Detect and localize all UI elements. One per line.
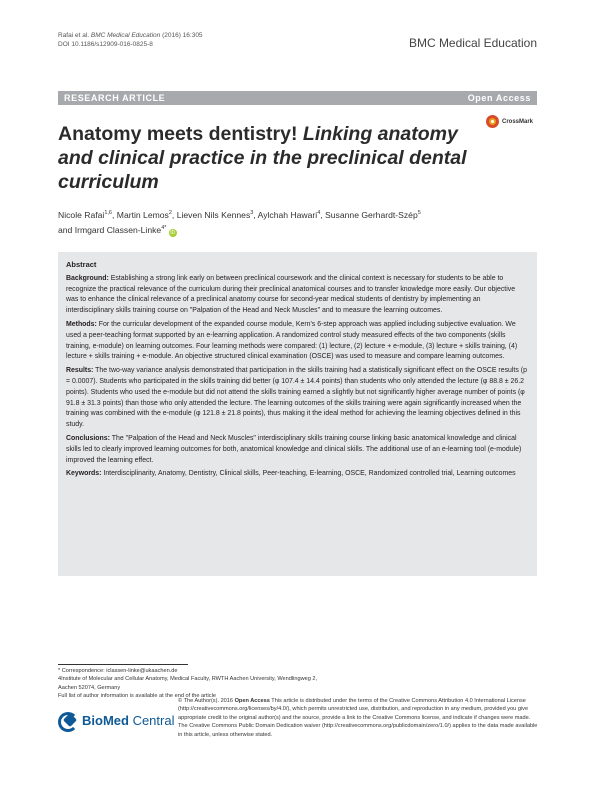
abstract-keywords: Keywords: Interdisciplinarity, Anatomy, Dentistry, Clinical skills, Peer-teaching, E-learning, OSCE, Randomized controlled trial, Learning outcomes bbox=[66, 470, 516, 478]
abstract-conclusions: Conclusions: The "Palpation of the Head and Neck Muscles" interdisciplinary skills training course linking basic anatomical knowledge and clinical skills led to clearly improved learning outcomes for both, anatomical knowledge and clinical skills. The additional use of an e-learning tool (e-module) improved the learning effect. bbox=[66, 434, 522, 464]
doi[interactable]: DOI 10.1186/s12909-016-0825-8 bbox=[58, 41, 153, 48]
footnotes bbox=[58, 667, 328, 701]
affiliation: 4Institute of Molecular and Cellular Anatomy, Medical Faculty, RWTH Aachen University, Wendlingweg 2, Aachen 52074, Germany bbox=[58, 676, 318, 691]
orcid-icon[interactable]: iD bbox=[170, 229, 176, 236]
article-title: Anatomy meets dentistry! Linking anatomy and clinical practice in the preclinical dental curriculum bbox=[58, 123, 467, 193]
abstract-background: Background: Establishing a strong link early on between preclinical coursework and the clinical context is necessary for students to be able to recognize the practical relevance of the curriculum during their preclinical anatomical courses and to transfer knowledge more easily. Our objective was to enhance the clinical relevance of a preclinical anatomy course for second-year medical students of dentistry by implementing an interdisciplinary skills training course on "Palpation of the Head and Neck Muscles" and to measure the learning outcomes. bbox=[66, 274, 516, 315]
author-info-note: Full list of author information is available at the end of the article bbox=[58, 693, 216, 700]
author[interactable]: Lieven Nils Kennes$^3$, bbox=[176, 209, 258, 220]
crossmark-icon bbox=[486, 115, 499, 128]
abstract-box bbox=[58, 252, 537, 576]
journal-name: BMC Medical Education bbox=[408, 36, 537, 50]
citation-line: Rafai et al. BMC Medical Education (2016) 16:305 bbox=[58, 32, 203, 39]
citation-header bbox=[58, 31, 203, 49]
author-list bbox=[58, 207, 478, 237]
abstract-methods: Methods: For the curricular development of the expanded course module, Kern's 6-step approach was applied including subjective evaluation. We used a peer-teaching format supported by an e-learning application. A randomized control study measured effects of the two components (skills training, e-module) on learning outcomes. Four learning methods were compared: (1) lecture, (2) lecture + e-module, (3) lecture + skills training, (4) lecture + skills training + e-module. An objective structured clinical examination (OSCE) was used to measure and compare learning outcomes. bbox=[66, 320, 518, 361]
biomed-central-logo: BioMed Central bbox=[58, 710, 174, 730]
open-access-label: Open Access bbox=[467, 93, 531, 103]
biomed-central-icon bbox=[58, 710, 78, 730]
author[interactable]: Nicole Rafai$^{1,6}$, bbox=[58, 209, 117, 220]
correspondence[interactable]: * Correspondence: iclassen-linke@ukaachen.de bbox=[58, 668, 178, 674]
author[interactable]: Martin Lemos$^2$, bbox=[116, 209, 177, 220]
abstract-heading: Abstract bbox=[66, 260, 97, 269]
crossmark-badge[interactable]: CrossMark bbox=[486, 115, 533, 128]
article-type: RESEARCH ARTICLE bbox=[64, 93, 166, 103]
abstract-results: Results: The two-way variance analysis demonstrated that participation in the skills training had a statistically significant effect on the OSCE results (p = 0.0007). Students who participated in the skills training did better (φ 107.4 ± 14.4 points) than students who only attended the lecture (φ 88.8 ± 26.2 points). Students who used the e-module but did not attend the skills training earned a slightly but not significantly higher average number of points (φ 91.8 ± 31.3 points) than those who only attended the lecture. The learning outcomes of the skills training were again significantly increased when the training was combined with the e-module (φ 121.8 ± 21.8 points), thus making it the ideal method for achieving the learning objectives defined in this study. bbox=[66, 367, 527, 429]
author[interactable]: Aylchah Hawari$^4$, bbox=[257, 209, 326, 220]
author[interactable]: Susanne Gerhardt-Szép$^5$ bbox=[325, 209, 421, 220]
license-text: © The Author(s). 2016 Open Access This article is distributed under the terms of the Creative Commons Attribution 4.0 International License (http://creativecommons.org/licenses/by/4.0/), which permits unrestricted use, distribution, and reproduction in any medium, provided you give appropriate credit to the original author(s) and the source, provide a link to the Creative Commons license, and indicate if changes were made. The Creative Commons Public Domain Dedication waiver (http://creativecommons.org/publicdomain/zero/1.0/) applies to the data made available in this article, unless otherwise stated. bbox=[178, 698, 538, 738]
author[interactable]: and Irmgard Classen-Linke$^{4*}$ bbox=[58, 224, 167, 235]
article-type-banner bbox=[58, 91, 537, 105]
footnote-divider bbox=[58, 664, 188, 665]
